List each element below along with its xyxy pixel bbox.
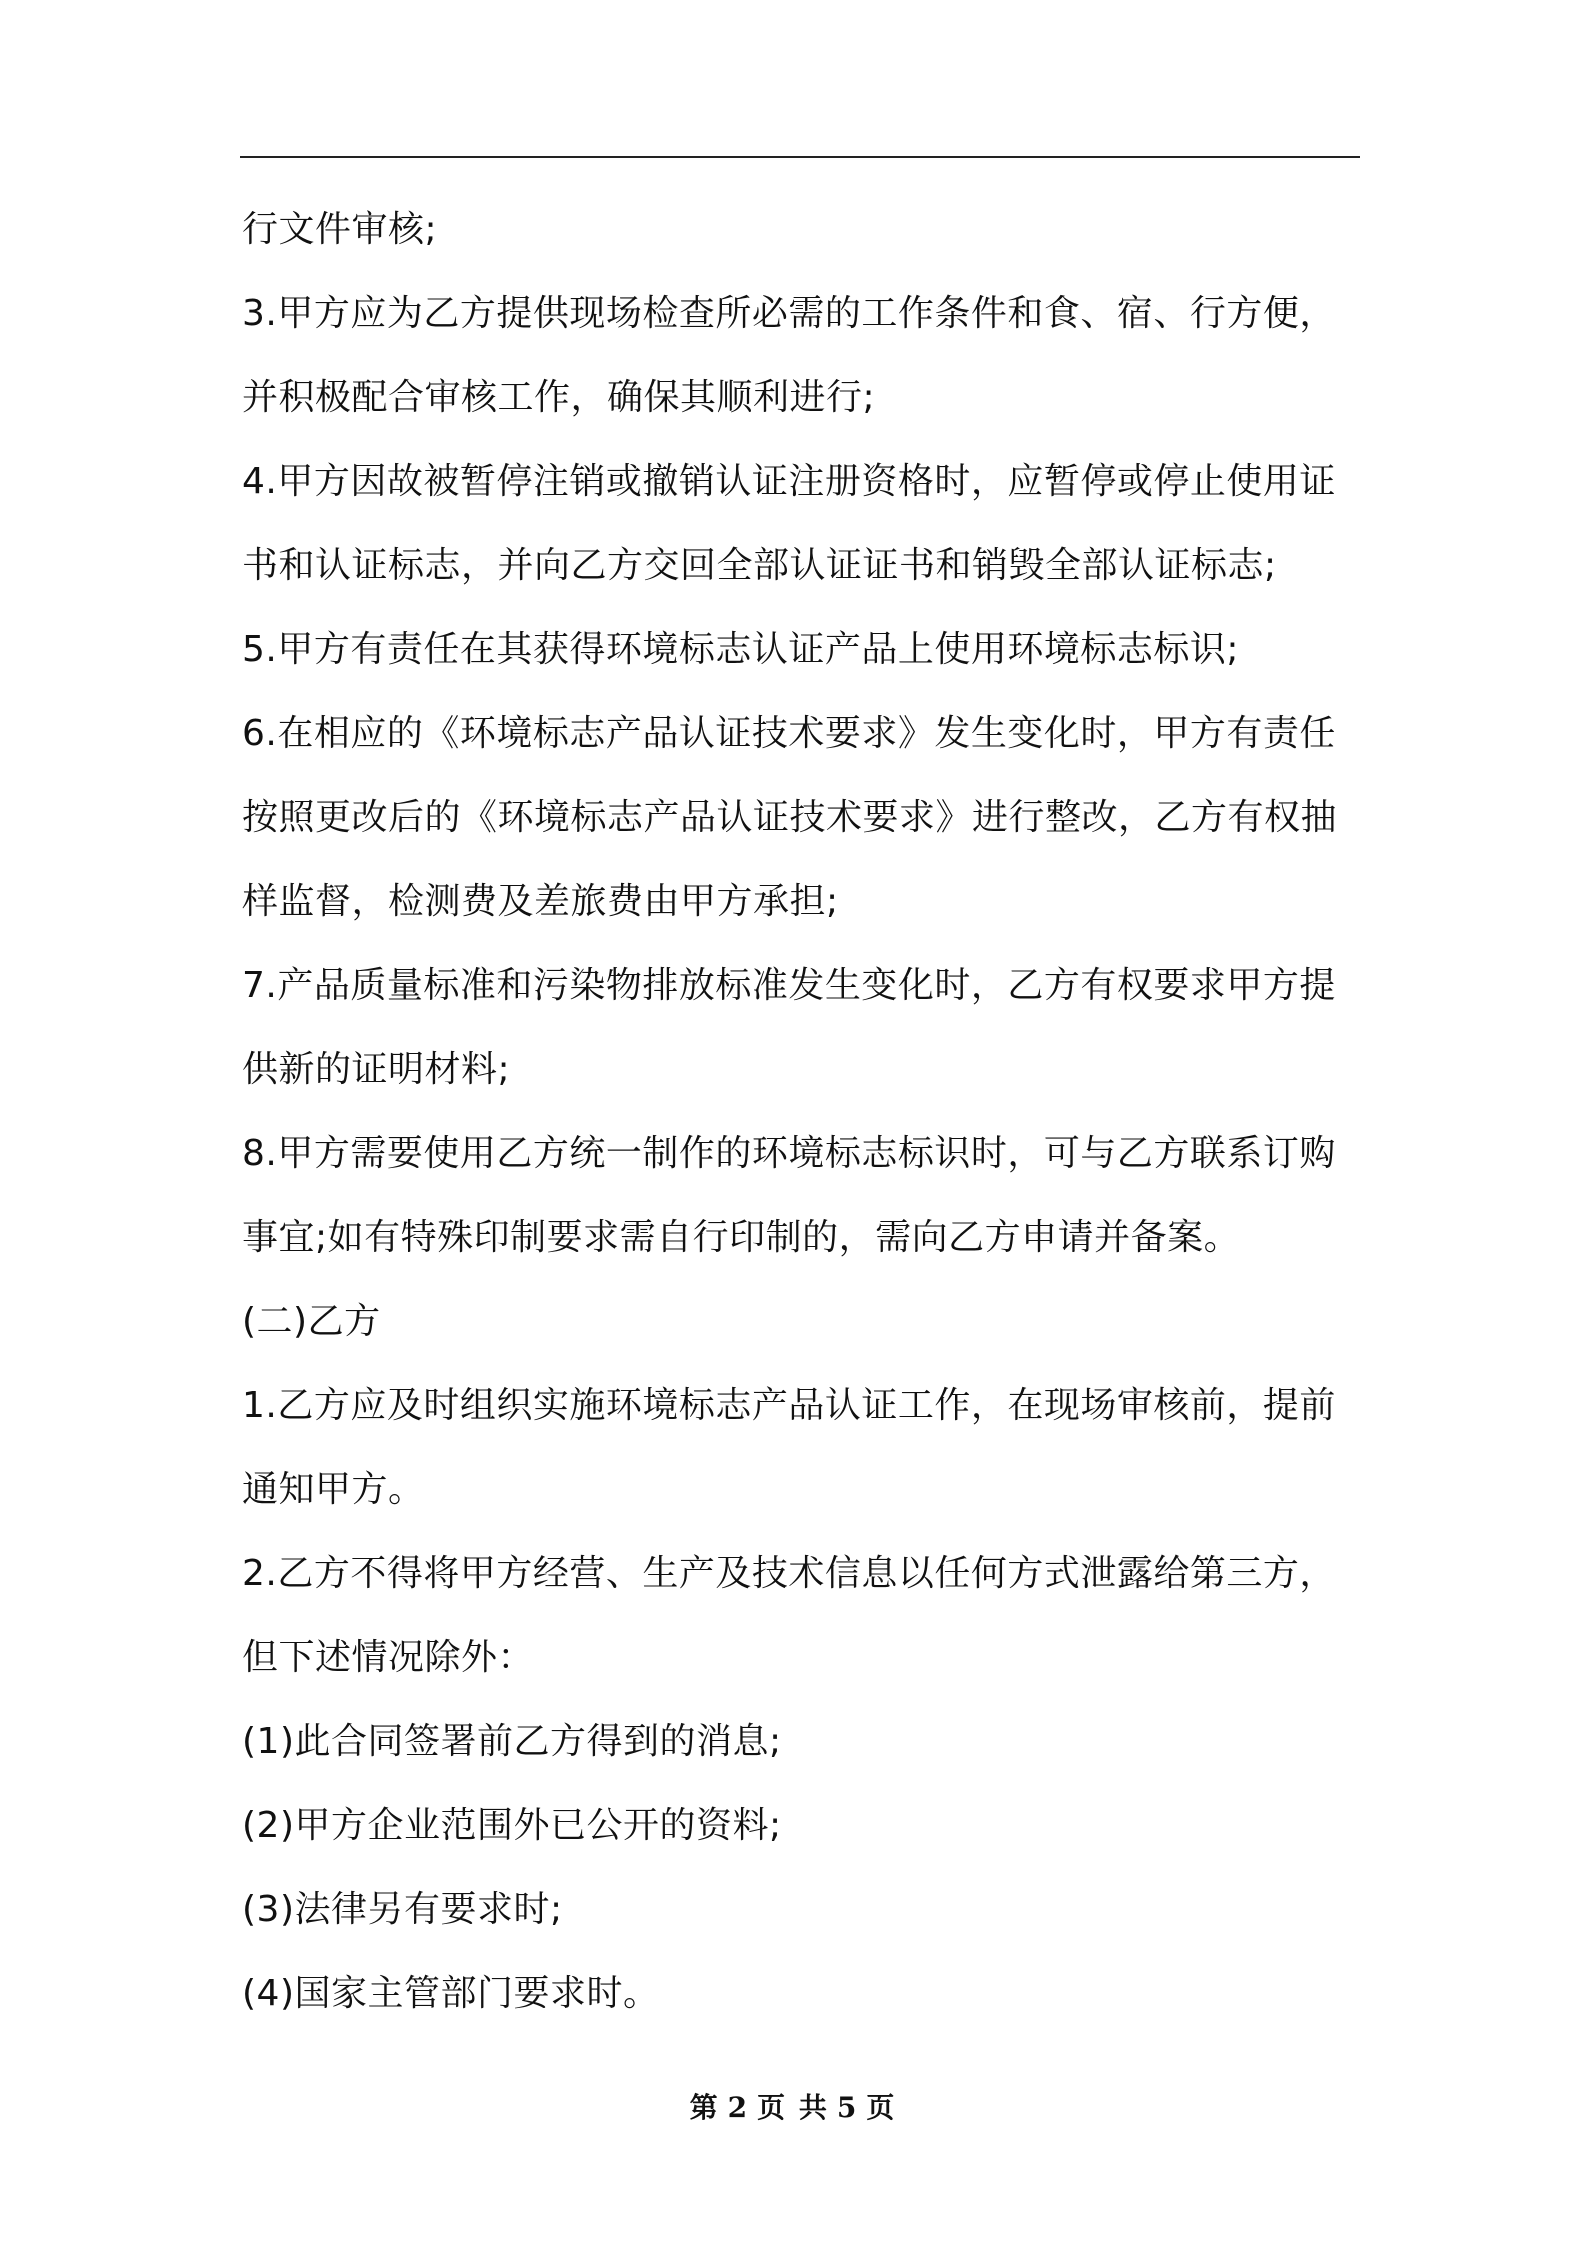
footer-middle: 页 共 (757, 2091, 829, 2124)
text-line-19: (1)此合同签署前乙方得到的消息; (242, 1721, 782, 1762)
text-line-20: (2)甲方企业范围外已公开的资料; (242, 1805, 782, 1846)
text-line-15: 1.乙方应及时组织实施环境标志产品认证工作，在现场审核前，提前 (242, 1385, 1336, 1426)
footer-total-pages: 5 (836, 2091, 859, 2124)
text-line-9: 样监督，检测费及差旅费由甲方承担; (242, 881, 839, 922)
footer-prefix: 第 (689, 2091, 720, 2124)
text-line-7: 6.在相应的《环境标志产品认证技术要求》发生变化时，甲方有责任 (242, 713, 1336, 754)
text-line-13: 事宜;如有特殊印制要求需自行印制的，需向乙方申请并备案。 (242, 1217, 1241, 1258)
text-line-10: 7.产品质量标准和污染物排放标准发生变化时，乙方有权要求甲方提 (242, 965, 1336, 1006)
text-line-22: (4)国家主管部门要求时。 (242, 1973, 660, 2014)
text-line-21: (3)法律另有要求时; (242, 1889, 563, 1930)
text-line-8: 按照更改后的《环境标志产品认证技术要求》进行整改，乙方有权抽 (242, 797, 1338, 838)
text-line-6: 5.甲方有责任在其获得环境标志认证产品上使用环境标志标识; (242, 629, 1239, 670)
text-line-11: 供新的证明材料; (242, 1049, 511, 1090)
text-line-18: 但下述情况除外： (242, 1637, 535, 1678)
text-line-5: 书和认证标志，并向乙方交回全部认证证书和销毁全部认证标志; (242, 545, 1277, 586)
text-line-3: 并积极配合审核工作，确保其顺利进行; (242, 377, 876, 418)
text-line-2: 3.甲方应为乙方提供现场检查所必需的工作条件和食、宿、行方便， (242, 293, 1336, 334)
text-line-16: 通知甲方。 (242, 1469, 425, 1510)
header-rule (240, 156, 1360, 158)
section-heading-party-b: (二)乙方 (242, 1301, 381, 1342)
footer-suffix: 页 (866, 2091, 897, 2124)
page-footer (0, 2086, 1586, 2126)
text-line-17: 2.乙方不得将甲方经营、生产及技术信息以任何方式泄露给第三方， (242, 1553, 1336, 1594)
footer-current-page: 2 (727, 2091, 750, 2124)
text-line-4: 4.甲方因故被暂停注销或撤销认证注册资格时，应暂停或停止使用证 (242, 461, 1336, 502)
text-line-1: 行文件审核; (242, 209, 438, 250)
text-line-12: 8.甲方需要使用乙方统一制作的环境标志标识时，可与乙方联系订购 (242, 1133, 1336, 1174)
document-body (242, 188, 1360, 2036)
